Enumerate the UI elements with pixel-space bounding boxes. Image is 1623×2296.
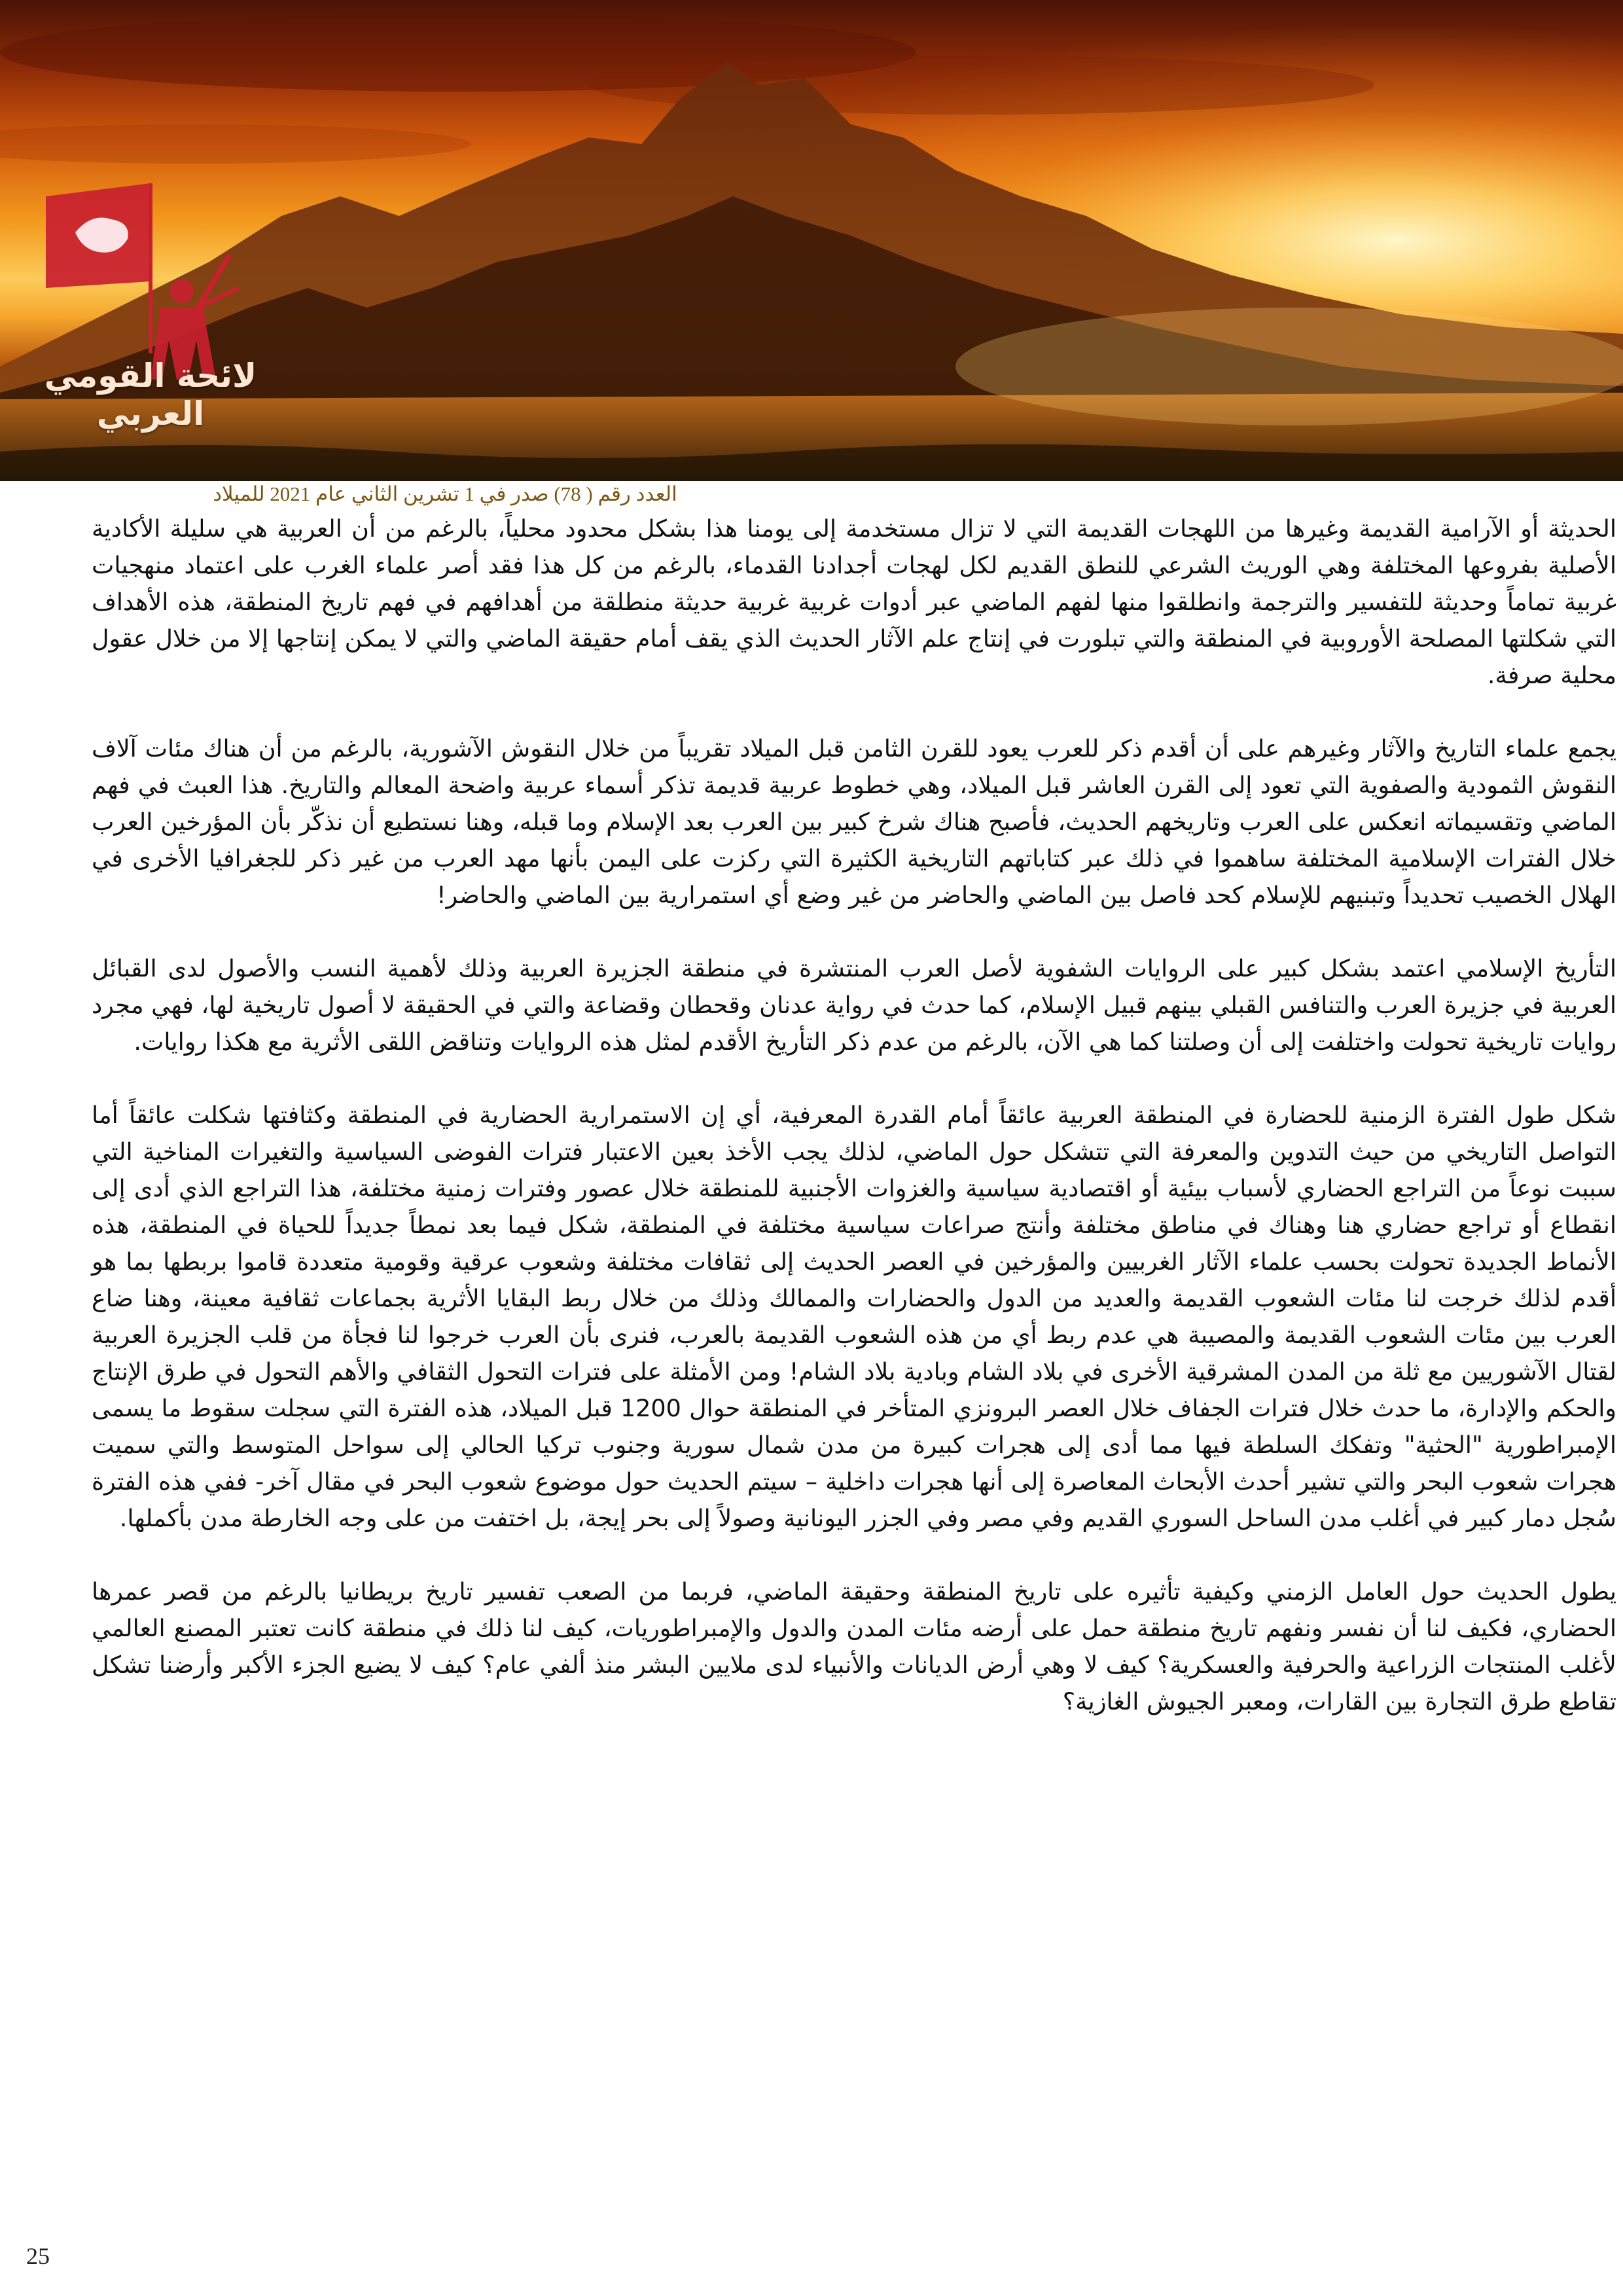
logo-text: لائحة القومي العربي (44, 357, 257, 433)
article-paragraph: الحديثة أو الآرامية القديمة وغيرها من اللهجات القديمة التي لا تزال مستخدمة إلى يومنا هذا بشكل محدود محلياً، بالرغم من أن العربية هي سليلة الأكادية الأصلية بفروعها المختلفة وهي الوريث الشرعي للنطق القديم لكل لهجات أجدادنا القدماء، بالرغم من كل هذا فقد أصر علماء الغرب على اعتماد منهجيات غربية تماماً وحديثة للتفسير والترجمة وانطلقوا منها لفهم الماضي عبر أدوات غربية غربية حديثة منطلقة من أهدافهم في فهم تاريخ المنطقة، هذه الأهداف التي شكلتها المصلحة الأوروبية في المنطقة والتي تبلورت في إنتاج علم الآثار الحديث الذي يقف أمام حقيقة الماضي والتي لا يمكن إنتاجها إلا من خلال عقول محلية صرفة. (92, 514, 1616, 689)
article-body (92, 511, 1616, 1757)
page-number: 25 (26, 2243, 50, 2269)
issue-line: العدد رقم ( 78) صدر في 1 تشرين الثاني عام 2021 للميلاد (213, 482, 677, 505)
article-paragraph: شكل طول الفترة الزمنية للحضارة في المنطقة العربية عائقاً أمام القدرة المعرفية، أي إن الاستمرارية الحضارية في المنطقة وكثافتها شكلت عائقاً أما التواصل التاريخي من حيث التدوين والمعرفة التي تتشكل حول الماضي، لذلك يجب الأخذ بعين الاعتبار فترات الفوضى السياسية والتغيرات المناخية التي سببت نوعاً من التراجع الحضاري لأسباب بيئية أو اقتصادية سياسية والغزوات الأجنبية للمنطقة خلال عصور وفترات زمنية مختلفة، هذا التراجع الذي أدى إلى انقطاع أو تراجع حضاري هنا وهناك في مناطق مختلفة وأنتج صراعات سياسية مختلفة في المنطقة، شكل فيما بعد نمطاً جديداً للحياة في المنطقة، هذه الأنماط الجديدة تحولت بحسب علماء الآثار الغربيين والمؤرخين في العصر الحديث إلى ثقافات مختلفة وشعوب عرقية وقومية متعددة قاموا بربطها بما هو أقدم لذلك خرجت لنا مئات الشعوب القديمة والعديد من الدول والحضارات والممالك وذلك من خلال ربط البقايا الأثرية بجماعات ثقافية معينة، وهنا ضاع العرب بين مئات الشعوب القديمة والمصيبة هي عدم ربط أي من هذه الشعوب القديمة بالعرب، فنرى بأن العرب خرجوا لنا فجأة من قلب الجزيرة العربية لقتال الآشوريين مع ثلة من المدن المشرقية الأخرى في بلاد الشام وبادية بلاد الشام! ومن الأمثلة على فترات التحول الثقافي والأهم التحول في طرق الإنتاج والحكم والإدارة، ما حدث خلال فترات الجفاف خلال العصر البرونزي المتأخر في المنطقة حوال 1200 قبل الميلاد، هذه الفترة التي سجلت سقوط ما يسمى الإمبراطورية "الحثية" وتفكك السلطة فيها مما أدى إلى هجرات كبيرة من مدن شمال سورية وجنوب تركيا الحالي إلى سواحل المتوسط والتي سميت هجرات شعوب البحر والتي تشير أحدث الأبحاث المعاصرة إلى أنها هجرات داخلية – سيتم الحديث حول موضوع شعوب البحر في مقال آخر- ففي هذه الفترة سُجل دمار كبير في أغلب مدن الساحل السوري القديم وفي مصر وفي الجزر اليونانية وصولاً إلى بحر إيجة، بل اختفت من على وجه الخارطة مدن بأكملها. (92, 1101, 1616, 1532)
article-paragraph: التأريخ الإسلامي اعتمد بشكل كبير على الروايات الشفوية لأصل العرب المنتشرة في منطقة الجزيرة العربية وذلك لأهمية النسب والأصول لدى القبائل العربية في جزيرة العرب والتنافس القبلي بينهم قبيل الإسلام، كما حدث في رواية عدنان وقحطان وقضاعة والتي في الحقيقة لا أصول تاريخية لها، فهي مجرد روايات تاريخية تحولت واختلفت إلى أن وصلتنا كما هي الآن، بالرغم من عدم ذكر التأريخ الأقدم لمثل هذه الروايات وتناقض اللقى الأثرية مع هكذا روايات. (92, 954, 1616, 1056)
article-paragraph: يطول الحديث حول العامل الزمني وكيفية تأثيره على تاريخ المنطقة وحقيقة الماضي، فربما من الصعب تفسير تاريخ بريطانيا بالرغم من قصر عمرها الحضاري، فكيف لنا أن نفسر ونفهم تاريخ منطقة حمل على أرضه مئات المدن والدول والإمبراطوريات، كيف لنا ذلك في منطقة كانت تعتبر المصنع العالمي لأغلب المنتجات الزراعية والحرفية والعسكرية؟ كيف لا وهي أرض الديانات والأنبياء لدى ملايين البشر منذ ألفي عام؟ كيف لا يضيع الجزء الأكبر وأرضنا تشكل تقاطع طرق التجارة بين القارات، ومعبر الجيوش الغازية؟ (92, 1577, 1616, 1715)
article-paragraph: يجمع علماء التاريخ والآثار وغيرهم على أن أقدم ذكر للعرب يعود للقرن الثامن قبل الميلاد تقريباً من خلال النقوش الآشورية، بالرغم من أن هناك مئات آلاف النقوش الثمودية والصفوية التي تعود إلى القرن العاشر قبل الميلاد، وهي خطوط عربية قديمة تذكر أسماء عربية واضحة المعالم والتاريخ. هذا العبث في فهم الماضي وتقسيماته انعكس على العرب وتاريخهم الحديث، فأصبح هناك شرخ كبير بين العرب بعد الإسلام وما قبله، وهنا نستطيع أن نذكّر بأن المؤرخين العرب خلال الفترات الإسلامية المختلفة ساهموا في ذلك عبر كتاباتهم التاريخية الكثيرة التي ركزت على اليمن بأنها مهد العرب من غير ذكر للجغرافيا الأخرى في الهلال الخصيب تحديداً وتبنيهم للإسلام كحد فاصل بين الماضي والحاضر من غير وضع أي استمرارية بين الماضي والحاضر! (92, 734, 1616, 909)
header-banner (0, 0, 1623, 481)
